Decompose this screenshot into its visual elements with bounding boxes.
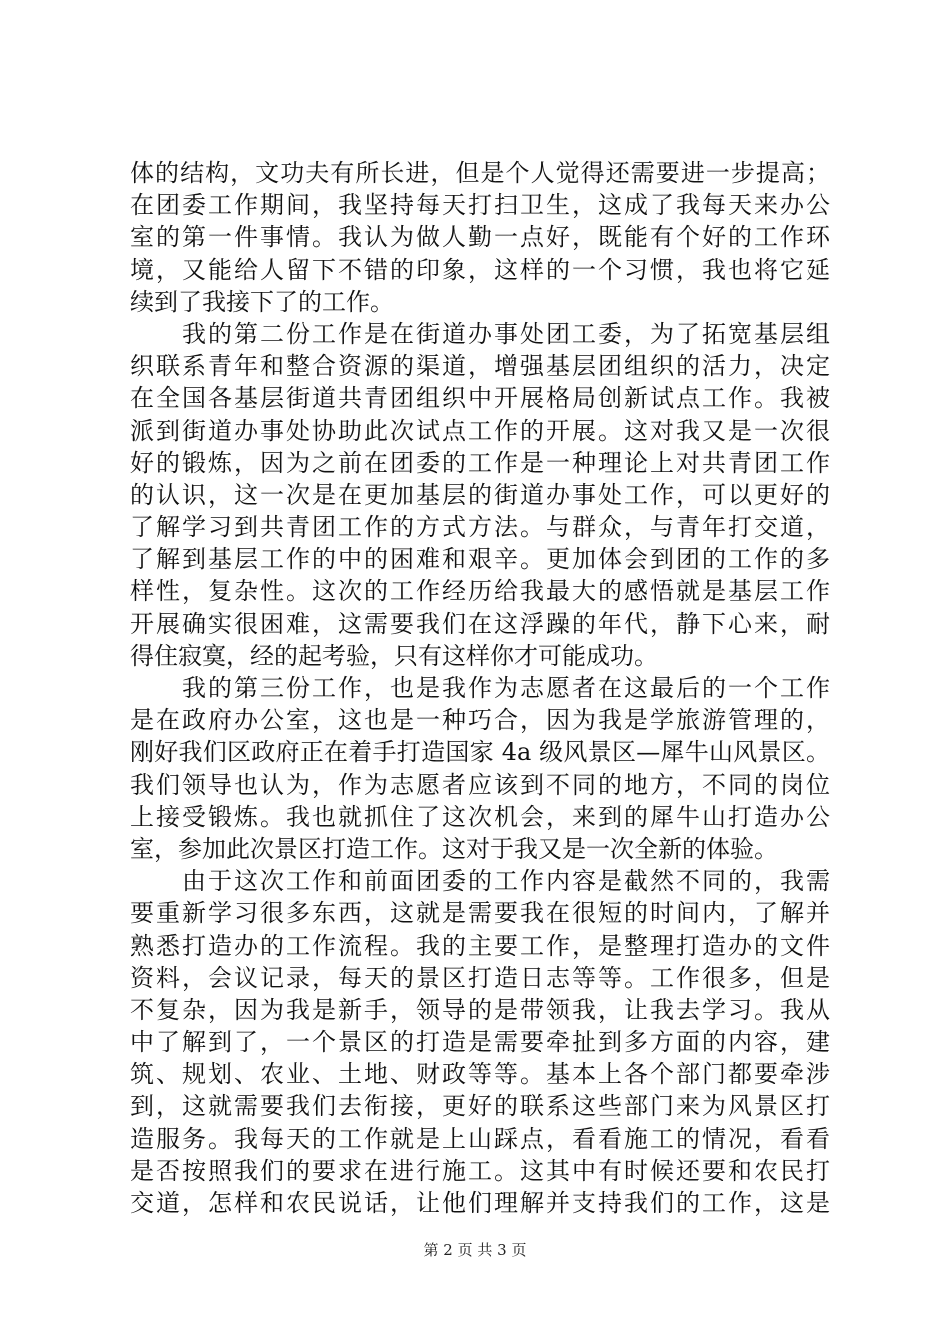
text-line: 派到街道办事处协助此次试点工作的开展。这对我又是一次很	[130, 416, 830, 445]
text-line: 了解到基层工作的中的困难和艰辛。更加体会到团的工作的多	[130, 545, 830, 574]
text-line: 在团委工作期间，我坚持每天打扫卫生，这成了我每天来办公	[130, 191, 830, 220]
text-line: 由于这次工作和前面团委的工作内容是截然不同的，我需	[130, 867, 830, 896]
text-line: 了解学习到共青团工作的方式方法。与群众，与青年打交道，	[130, 513, 830, 542]
text-line: 造服务。我每天的工作就是上山踩点，看看施工的情况，看看	[130, 1124, 830, 1153]
text-line: 我的第二份工作是在街道办事处团工委，为了拓宽基层组	[130, 319, 830, 348]
text-line: 室的第一件事情。我认为做人勤一点好，既能有个好的工作环	[130, 223, 830, 252]
text-line: 得住寂寞，经的起考验，只有这样你才可能成功。	[130, 641, 658, 670]
text-line: 在全国各基层街道共青团组织中开展格局创新试点工作。我被	[130, 384, 830, 413]
text-line: 是在政府办公室，这也是一种巧合，因为我是学旅游管理的，	[130, 706, 830, 735]
text-line: 好的锻炼，因为之前在团委的工作是一种理论上对共青团工作	[130, 448, 830, 477]
text-line: 交道，怎样和农民说话，让他们理解并支持我们的工作，这是	[130, 1189, 830, 1217]
text-line: 的认识，这一次是在更加基层的街道办事处工作，可以更好的	[130, 480, 830, 509]
text-line: 刚好我们区政府正在着手打造国家 4a 级风景区—犀牛山风景区。	[130, 738, 830, 767]
text-line: 中了解到了，一个景区的打造是需要牵扯到多方面的内容，建	[130, 1028, 830, 1057]
text-line: 是否按照我们的要求在进行施工。这其中有时候还要和农民打	[130, 1156, 830, 1185]
text-line: 要重新学习很多东西，这就是需要我在很短的时间内，了解并	[130, 899, 830, 928]
document-body	[130, 157, 830, 1219]
text-line: 样性，复杂性。这次的工作经历给我最大的感悟就是基层工作	[130, 577, 830, 606]
text-line: 境，又能给人留下不错的印象，这样的一个习惯，我也将它延	[130, 255, 830, 284]
text-line: 我们领导也认为，作为志愿者应该到不同的地方，不同的岗位	[130, 770, 830, 799]
page-footer: 第 2 页 共 3 页	[423, 1241, 527, 1259]
text-line: 体的结构，文功夫有所长进，但是个人觉得还需要进一步提高；	[130, 159, 830, 187]
text-line: 上接受锻炼。我也就抓住了这次机会，来到的犀牛山打造办公	[130, 802, 830, 831]
text-line: 不复杂，因为我是新手，领导的是带领我，让我去学习。我从	[130, 995, 830, 1024]
text-line: 续到了我接下了的工作。	[130, 287, 394, 316]
text-line: 到，这就需要我们去衔接，更好的联系这些部门来为风景区打	[130, 1092, 830, 1121]
text-line: 资料，会议记录，每天的景区打造日志等等。工作很多，但是	[130, 963, 830, 992]
text-line: 我的第三份工作，也是我作为志愿者在这最后的一个工作	[130, 674, 830, 702]
text-line: 熟悉打造办的工作流程。我的主要工作，是整理打造办的文件	[130, 931, 830, 960]
text-line: 筑、规划、农业、土地、财政等等。基本上各个部门都要牵涉	[130, 1060, 830, 1089]
text-line: 室，参加此次景区打造工作。这对于我又是一次全新的体验。	[130, 834, 778, 863]
text-line: 开展确实很困难，这需要我们在这浮躁的年代，静下心来，耐	[130, 609, 830, 638]
text-line: 织联系青年和整合资源的渠道，增强基层团组织的活力，决定	[130, 352, 830, 381]
